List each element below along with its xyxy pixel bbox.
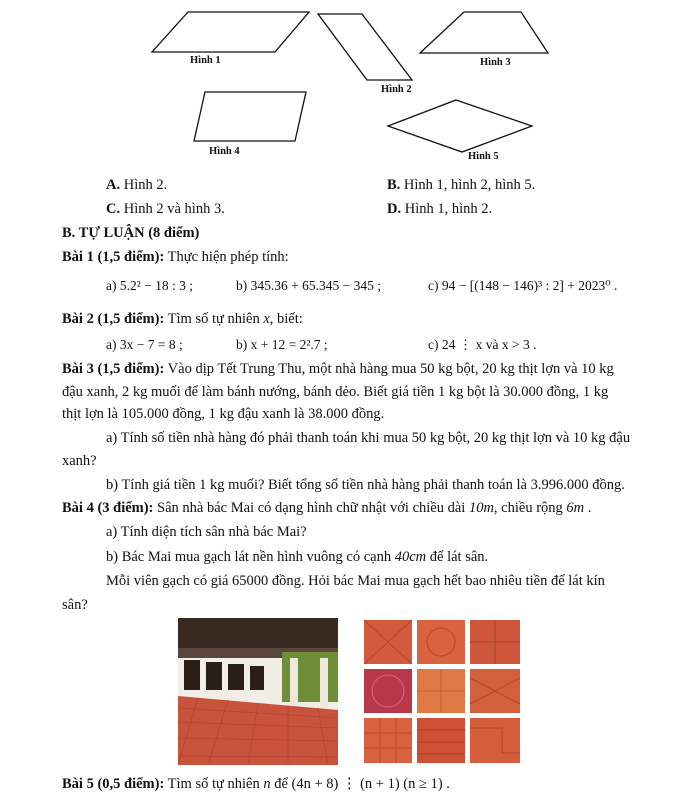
choice-a: A. Hình 2.	[106, 177, 168, 193]
bai3-a-line-1: a) Tính số tiền nhà hàng đó phải thanh toán khi mua 50 kg bột, 20 kg thịt lợn và 10 kg đậu	[106, 430, 631, 446]
bai4-a-line: a) Tính diện tích sân nhà bác Mai?	[106, 524, 307, 540]
choice-d: D. Hình 1, hình 2.	[387, 201, 493, 217]
terrace-photo-drawing	[178, 618, 338, 765]
bai1-heading: Bài 1 (1,5 điểm): Thực hiện phép tính:	[62, 249, 289, 265]
tile-sample-5	[417, 669, 465, 713]
bai3-line-3: thịt lợn là 105.000 đồng, 1 kg đậu xanh là 38.000 đồng.	[62, 406, 385, 422]
figure-4-label: Hình 4	[209, 146, 240, 157]
section-b-heading: B. TỰ LUẬN (8 điểm)	[62, 225, 200, 241]
choice-b: B. Hình 1, hình 2, hình 5.	[387, 177, 536, 193]
figure-3-label: Hình 3	[480, 57, 511, 68]
tile-sample-7	[364, 718, 412, 763]
bai1-b: b) 345.36 + 65.345 − 345 ;	[236, 278, 381, 293]
bai5-line: Bài 5 (0,5 điểm): Tìm số tự nhiên n để (4n + 8) ⋮ (n + 1) (n ≥ 1) .	[62, 776, 450, 792]
bai2-heading: Bài 2 (1,5 điểm): Tìm số tự nhiên x, biết:	[62, 311, 303, 327]
bai1-a: a) 5.2² − 18 : 3 ;	[106, 278, 194, 293]
figure-1-parallelogram	[152, 12, 309, 52]
bai3-b-line: b) Tính giá tiền 1 kg muối? Biết tổng số tiền nhà hàng phải thanh toán là 3.996.000 đồng.	[106, 477, 625, 493]
bai4-c-line-2: sân?	[62, 597, 88, 613]
figure-2-label: Hình 2	[381, 84, 412, 95]
figures-diagram	[0, 0, 700, 180]
bai4-b-line: b) Bác Mai mua gạch lát nền hình vuông có cạnh 40cm để lát sân.	[106, 549, 489, 565]
tile-sample-9	[470, 718, 520, 763]
bai2-b: b) x + 12 = 2².7 ;	[236, 337, 328, 352]
figure-5-rhombus	[388, 100, 532, 152]
bai2-a: a) 3x − 7 = 8 ;	[106, 337, 183, 352]
bai2-c: c) 24 ⋮ x và x > 3 .	[428, 337, 537, 352]
figure-2-parallelogram	[318, 14, 412, 80]
bai3-a-line-2: xanh?	[62, 453, 97, 469]
choice-c: C. Hình 2 và hình 3.	[106, 201, 225, 217]
bai4-line-1: Bài 4 (3 điểm): Sân nhà bác Mai có dạng hình chữ nhật với chiều dài 10m, chiều rộng 6m .	[62, 500, 592, 516]
tile-samples-drawing	[362, 618, 522, 765]
tile-sample-3	[470, 620, 520, 664]
figure-3-trapezoid	[420, 12, 548, 53]
figure-5-label: Hình 5	[468, 151, 499, 162]
tile-samples-grid	[362, 618, 522, 765]
tile-sample-1	[364, 620, 412, 664]
tile-sample-8	[417, 718, 465, 763]
tile-sample-4	[364, 669, 412, 713]
figure-4-parallelogram	[194, 92, 306, 141]
figure-1-label: Hình 1	[190, 55, 221, 66]
tile-sample-6	[470, 669, 520, 713]
bai1-c: c) 94 − [(148 − 146)³ : 2] + 2023⁰ .	[428, 278, 618, 293]
terrace-photo	[178, 618, 338, 765]
bai3-line-2: đậu xanh, 2 kg muối để làm bánh nướng, bánh dẻo. Biết giá tiền 1 kg bột là 30.000 đồng, 1 kg	[62, 384, 609, 400]
bai3-line-1: Bài 3 (1,5 điểm): Vào dịp Tết Trung Thu, một nhà hàng mua 50 kg bột, 20 kg thịt lợn và 10 kg	[62, 361, 614, 377]
bai4-c-line: Mỗi viên gạch có giá 65000 đồng. Hỏi bác Mai mua gạch hết bao nhiêu tiền để lát kín	[106, 573, 605, 589]
tile-sample-2	[417, 620, 465, 664]
